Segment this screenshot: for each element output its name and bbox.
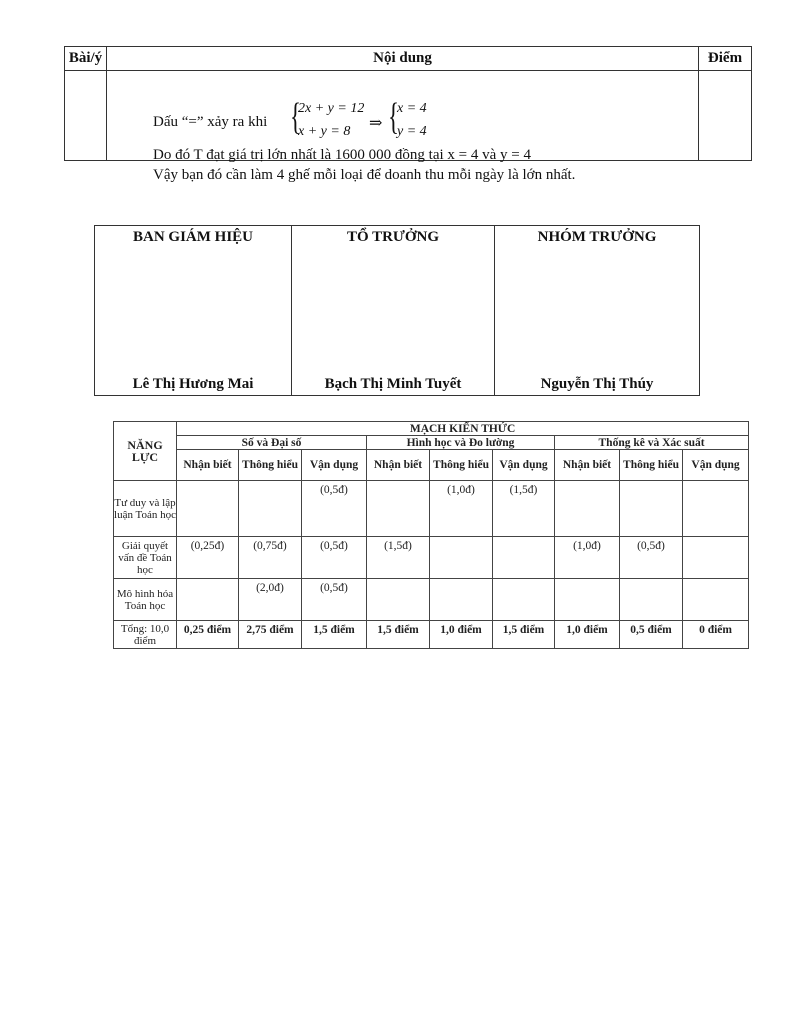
matrix-cell: (1,0đ): [430, 481, 493, 537]
row-label: Giải quyết vấn đề Toán học: [114, 537, 177, 579]
level-header: Vận dụng: [683, 450, 749, 481]
level-header: Thông hiểu: [430, 450, 493, 481]
name-to-truong: Bạch Thị Minh Tuyết: [292, 368, 495, 396]
matrix-row-mo-hinh: [114, 579, 749, 621]
equality-condition-text: Dấu “=” xảy ra khi: [153, 114, 268, 130]
matrix-cell: [239, 481, 302, 537]
matrix-cell: (2,0đ): [239, 579, 302, 621]
matrix-top-header-row: [114, 422, 749, 436]
row-label: Mô hình hóa Toán học: [114, 579, 177, 621]
cell-content: [107, 71, 699, 183]
matrix-cell: [367, 579, 430, 621]
name-ban-giam-hieu: Lê Thị Hương Mai: [95, 368, 292, 396]
system-right-eq2: y = 4: [397, 124, 427, 139]
level-header: Vận dụng: [302, 450, 367, 481]
corner-label: NĂNG LỰC: [114, 422, 177, 481]
header-diem: Điểm: [699, 47, 752, 71]
level-header: Nhận biết: [367, 450, 430, 481]
level-header: Vận dụng: [493, 450, 555, 481]
competency-matrix-table: [113, 421, 749, 649]
matrix-total-row: [114, 621, 749, 649]
matrix-cell: [177, 481, 239, 537]
matrix-row-tu-duy: [114, 481, 749, 537]
total-cell: 1,5 điểm: [367, 621, 430, 649]
matrix-cell: (0,5đ): [302, 579, 367, 621]
signature-space: [292, 263, 495, 368]
system-right-eq1: x = 4: [397, 101, 427, 116]
matrix-cell: [683, 537, 749, 579]
matrix-cell: [620, 579, 683, 621]
matrix-cell: (0,5đ): [302, 481, 367, 537]
matrix-cell: (0,5đ): [302, 537, 367, 579]
total-cell: 1,0 điểm: [555, 621, 620, 649]
max-value-text: Do đó T đạt giá trị lớn nhất là 1600 000 đồng tại x = 4 và y = 4: [153, 147, 532, 163]
matrix-cell: (1,5đ): [367, 537, 430, 579]
title-nhom-truong: NHÓM TRƯỞNG: [495, 226, 700, 264]
system-left-eq2: x + y = 8: [298, 124, 351, 139]
signature-space: [95, 263, 292, 368]
matrix-cell: (0,25đ): [177, 537, 239, 579]
left-brace-2: {: [388, 96, 399, 138]
signature-table: [94, 225, 700, 396]
top-header: MẠCH KIẾN THỨC: [177, 422, 749, 436]
matrix-row-giai-quyet: [114, 537, 749, 579]
left-brace-1: {: [290, 96, 301, 138]
row-label: Tư duy và lập luận Toán học: [114, 481, 177, 537]
matrix-cell: [683, 579, 749, 621]
matrix-cell: [177, 579, 239, 621]
matrix-cell: [493, 537, 555, 579]
system-left-eq1: 2x + y = 12: [298, 101, 365, 116]
group-so-dai-so: Số và Đại số: [177, 436, 367, 450]
signature-name-row: [95, 368, 700, 396]
matrix-cell: [683, 481, 749, 537]
matrix-group-row: [114, 436, 749, 450]
group-hinh-hoc: Hình học và Đo lường: [367, 436, 555, 450]
total-cell: 0 điểm: [683, 621, 749, 649]
matrix-cell: (0,75đ): [239, 537, 302, 579]
matrix-cell: (1,0đ): [555, 537, 620, 579]
total-cell: 0,5 điểm: [620, 621, 683, 649]
signature-space: [495, 263, 700, 368]
name-nhom-truong: Nguyễn Thị Thúy: [495, 368, 700, 396]
signature-title-row: [95, 226, 700, 264]
total-cell: 0,25 điểm: [177, 621, 239, 649]
matrix-cell: [555, 579, 620, 621]
total-cell: 2,75 điểm: [239, 621, 302, 649]
signature-space-row: [95, 263, 700, 368]
total-cell: 1,5 điểm: [302, 621, 367, 649]
matrix-cell: [430, 579, 493, 621]
level-header: Thông hiểu: [239, 450, 302, 481]
level-header: Thông hiểu: [620, 450, 683, 481]
total-cell: 1,5 điểm: [493, 621, 555, 649]
cell-bai-y: [65, 71, 107, 161]
matrix-level-row: [114, 450, 749, 481]
matrix-cell: [493, 579, 555, 621]
implies-symbol: ⇒: [369, 115, 383, 132]
group-thong-ke: Thống kê và Xác suất: [555, 436, 749, 450]
title-ban-giam-hieu: BAN GIÁM HIỆU: [95, 226, 292, 264]
matrix-cell: [555, 481, 620, 537]
total-cell: 1,0 điểm: [430, 621, 493, 649]
header-noi-dung: Nội dung: [107, 47, 699, 71]
level-header: Nhận biết: [555, 450, 620, 481]
matrix-cell: [430, 537, 493, 579]
solution-header-row: [65, 47, 752, 71]
solution-table: [64, 46, 752, 183]
total-label: Tổng: 10,0 điểm: [114, 621, 177, 649]
matrix-cell: [367, 481, 430, 537]
header-bai-y: Bài/ý: [65, 47, 107, 71]
matrix-cell: (1,5đ): [493, 481, 555, 537]
title-to-truong: TỔ TRƯỞNG: [292, 226, 495, 264]
solution-content-row: [65, 71, 752, 161]
conclusion-text: Vậy bạn đó cần làm 4 ghế mỗi loại để doanh thu mỗi ngày là lớn nhất.: [153, 167, 576, 183]
cell-diem: [699, 71, 752, 161]
matrix-cell: [620, 481, 683, 537]
level-header: Nhận biết: [177, 450, 239, 481]
matrix-cell: (0,5đ): [620, 537, 683, 579]
